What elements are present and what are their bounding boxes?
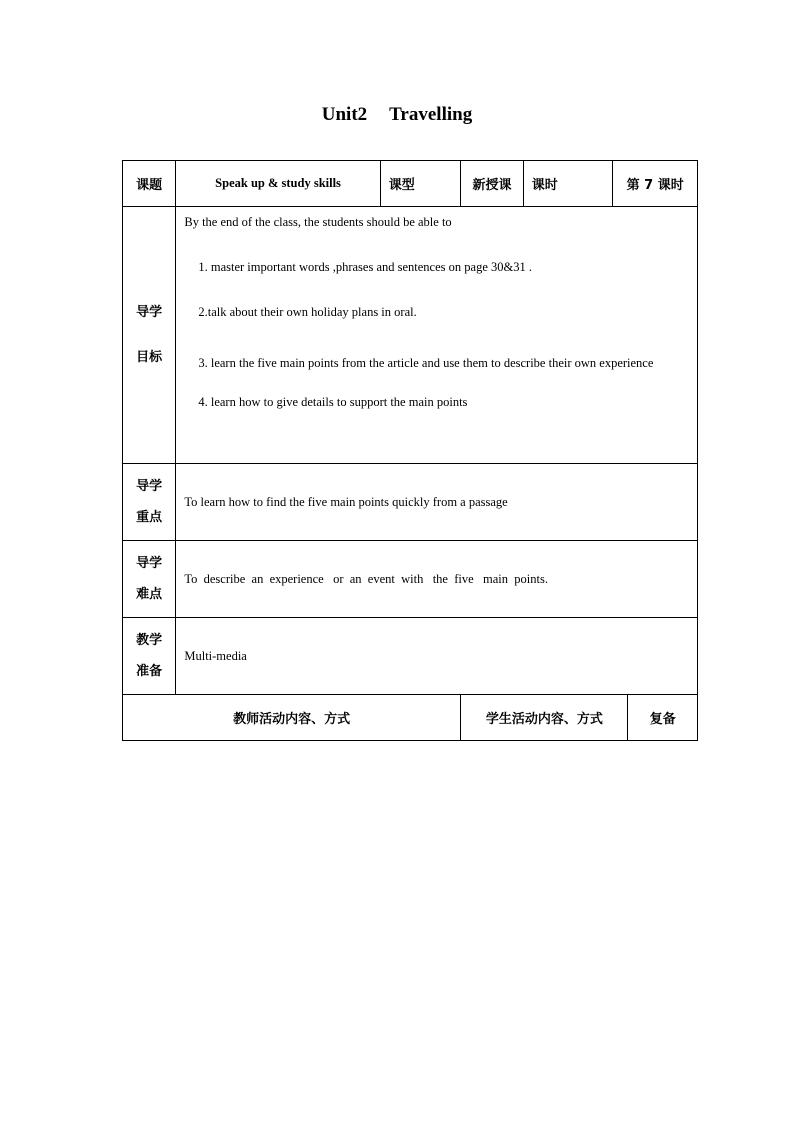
prep-row [123, 618, 698, 695]
objectives-intro: By the end of the class, the students should be able to [184, 215, 452, 229]
objective-item: 2.talk about their own holiday plans in oral. [198, 305, 417, 319]
prep-label-line2: 准备 [136, 664, 163, 679]
objectives-label-line1: 导学 [136, 305, 163, 320]
period-value: 第 7 课时 [613, 161, 698, 207]
focus-label-line1: 导学 [136, 479, 163, 494]
activity-header-row [123, 695, 698, 741]
header-row [123, 161, 698, 207]
title-topic: Travelling [389, 104, 473, 125]
difficulty-label [123, 541, 176, 618]
objectives-label [123, 207, 176, 464]
difficulty-label-line1: 导学 [136, 556, 163, 571]
focus-value: To learn how to find the five main points quickly from a passage [176, 464, 698, 541]
prep-label [123, 618, 176, 695]
difficulty-label-line2: 难点 [136, 587, 163, 602]
difficulty-row [123, 541, 698, 618]
review-header: 复备 [628, 695, 698, 741]
student-activity-header: 学生活动内容、方式 [461, 695, 628, 741]
focus-row [123, 464, 698, 541]
document-title [0, 104, 794, 126]
objective-item: 4. learn how to give details to support the main points [198, 395, 468, 409]
topic-value: Speak up & study skills [176, 161, 380, 207]
objectives-content [176, 207, 698, 464]
title-unit: Unit2 [321, 104, 368, 125]
prep-label-line1: 教学 [136, 633, 163, 648]
focus-label [123, 464, 176, 541]
topic-label: 课题 [123, 161, 176, 207]
prep-value: Multi-media [176, 618, 698, 695]
period-label: 课时 [523, 161, 613, 207]
teacher-activity-header: 教师活动内容、方式 [123, 695, 461, 741]
objectives-row [123, 207, 698, 464]
focus-label-line2: 重点 [136, 510, 163, 525]
lesson-plan-table [122, 160, 698, 741]
objectives-label-line2: 目标 [136, 350, 163, 365]
objective-item: 3. learn the five main points from the article and use them to describe their own experience [198, 356, 654, 370]
objective-item: 1. master important words ,phrases and sentences on page 30&31 . [198, 260, 532, 274]
type-label: 课型 [380, 161, 461, 207]
type-value: 新授课 [461, 161, 523, 207]
difficulty-value: To describe an experience or an event with the five main points. [176, 541, 698, 618]
